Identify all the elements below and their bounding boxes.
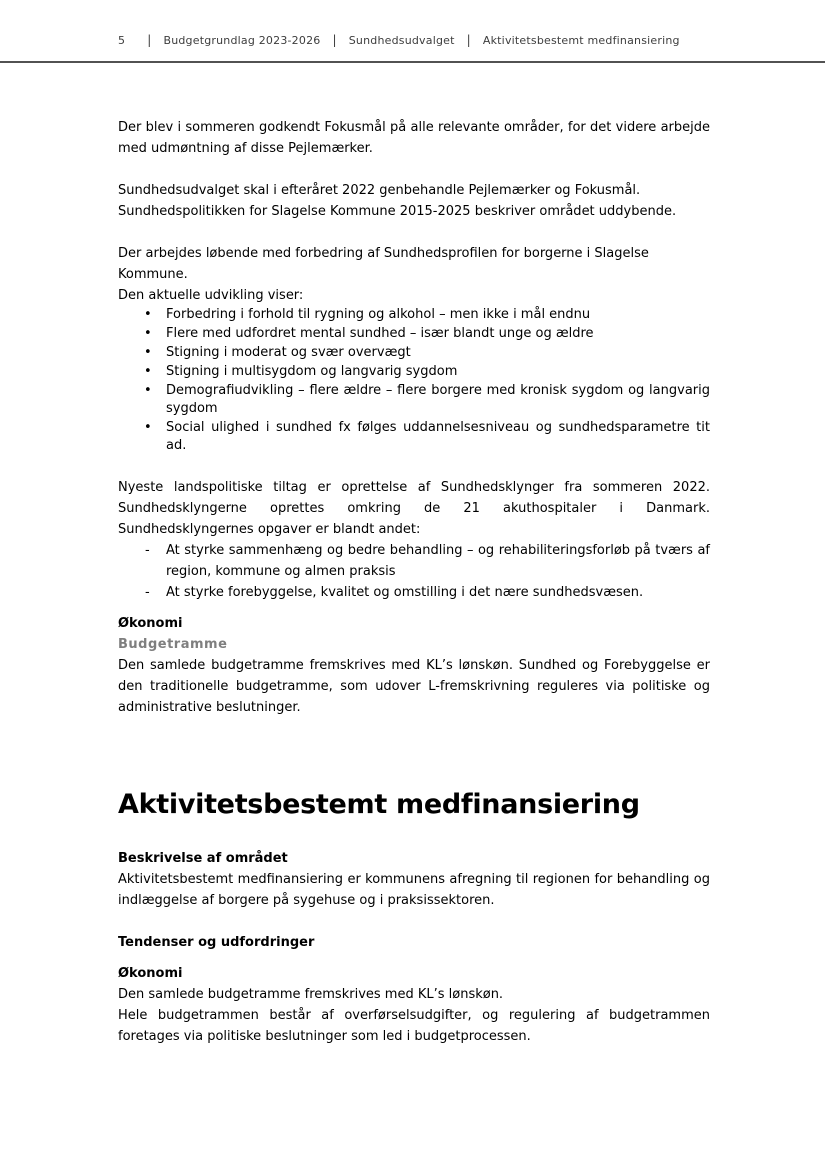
- paragraph-line: Der arbejdes løbende med forbedring af Sundhedsprofilen for borgerne i Slagelse Kommune.: [118, 246, 649, 282]
- header-separator: |: [332, 33, 337, 47]
- heading-beskrivelse: Beskrivelse af området: [118, 851, 288, 866]
- paragraph-line: Sundhedsudvalget skal i efteråret 2022 genbehandle Pejlemærker og Fokusmål.: [118, 183, 641, 198]
- section-title-aktivitetsbestemt: Aktivitetsbestemt medfinansiering: [118, 789, 640, 820]
- bullet-item: • Demografiudvikling – flere ældre – flere borgere med kronisk sygdom og langvarig sygdom: [118, 382, 710, 418]
- heading-okonomi-1: Økonomi: [118, 616, 183, 631]
- header-separator: |: [466, 33, 471, 47]
- paragraph-line: Sundhedspolitikken for Slagelse Kommune 2015-2025 beskriver området uddybende.: [118, 204, 677, 219]
- bullet-item: • Forbedring i forhold til rygning og alkohol – men ikke i mål endnu: [118, 306, 710, 324]
- paragraph-budgetramme: Den samlede budgetramme fremskrives med KL’s lønskøn. Sundhed og Forebyggelse er den traditionelle budgetramme, som udover L-fremskrivning reguleres via politiske og administrative beslutninger.: [118, 658, 710, 715]
- heading-okonomi-2: Økonomi: [118, 966, 183, 981]
- header-separator: |: [147, 33, 152, 47]
- bullet-item: • Social ulighed i sundhed fx følges uddannelsesniveau og sundhedsparametre tit ad.: [118, 419, 710, 455]
- heading-budgetramme: Budgetramme: [118, 637, 228, 652]
- paragraph-okonomi-2: Hele budgetrammen består af overførselsudgifter, og regulering af budgetrammen foretages via politiske beslutninger som led i budgetprocessen.: [118, 1008, 710, 1044]
- paragraph-sundhedsklynger: Nyeste landspolitiske tiltag er oprettelse af Sundhedsklynger fra sommeren 2022. Sundhedsklyngerne oprettes omkring de 21 akuthospitaler i Danmark. Sundhedsklyngernes opgaver er blandt andet:: [118, 480, 710, 537]
- paragraph-line: Den aktuelle udvikling viser:: [118, 288, 304, 303]
- dash-item: - At styrke sammenhæng og bedre behandling – og rehabiliteringsforløb på tværs af region, kommune og almen praksis: [118, 540, 710, 582]
- paragraph-genbehandle: [118, 180, 710, 222]
- header-crumb-budgetgrundlag: Budgetgrundlag 2023-2026: [163, 34, 321, 47]
- page-number: 5: [118, 34, 126, 47]
- document-body: [118, 117, 710, 1047]
- paragraph-line: Den samlede budgetramme fremskrives med KL’s lønskøn.: [118, 987, 504, 1002]
- dash-item: - At styrke forebyggelse, kvalitet og omstilling i det nære sundhedsvæsen.: [118, 582, 710, 603]
- bullet-list-udvikling: [118, 306, 710, 455]
- paragraph-sundhedsprofil: [118, 243, 710, 306]
- bullet-item: • Stigning i multisygdom og langvarig sygdom: [118, 363, 710, 381]
- page-header: [118, 33, 797, 47]
- header-crumb-aktivitetsbestemt: Aktivitetsbestemt medfinansiering: [482, 34, 680, 47]
- header-rule: [0, 61, 825, 63]
- paragraph-fokusmaal: Der blev i sommeren godkendt Fokusmål på alle relevante områder, for det videre arbejde med udmøntning af disse Pejlemærker.: [118, 120, 710, 156]
- bullet-item: • Flere med udfordret mental sundhed – især blandt unge og ældre: [118, 325, 710, 343]
- header-crumb-sundhedsudvalget: Sundhedsudvalget: [348, 34, 455, 47]
- dash-list-opgaver: [118, 540, 710, 603]
- heading-tendenser: Tendenser og udfordringer: [118, 935, 315, 950]
- bullet-item: • Stigning i moderat og svær overvægt: [118, 344, 710, 362]
- paragraph-beskrivelse: Aktivitetsbestemt medfinansiering er kommunens afregning til regionen for behandling og indlæggelse af borgere på sygehuse og i praksissektoren.: [118, 872, 710, 908]
